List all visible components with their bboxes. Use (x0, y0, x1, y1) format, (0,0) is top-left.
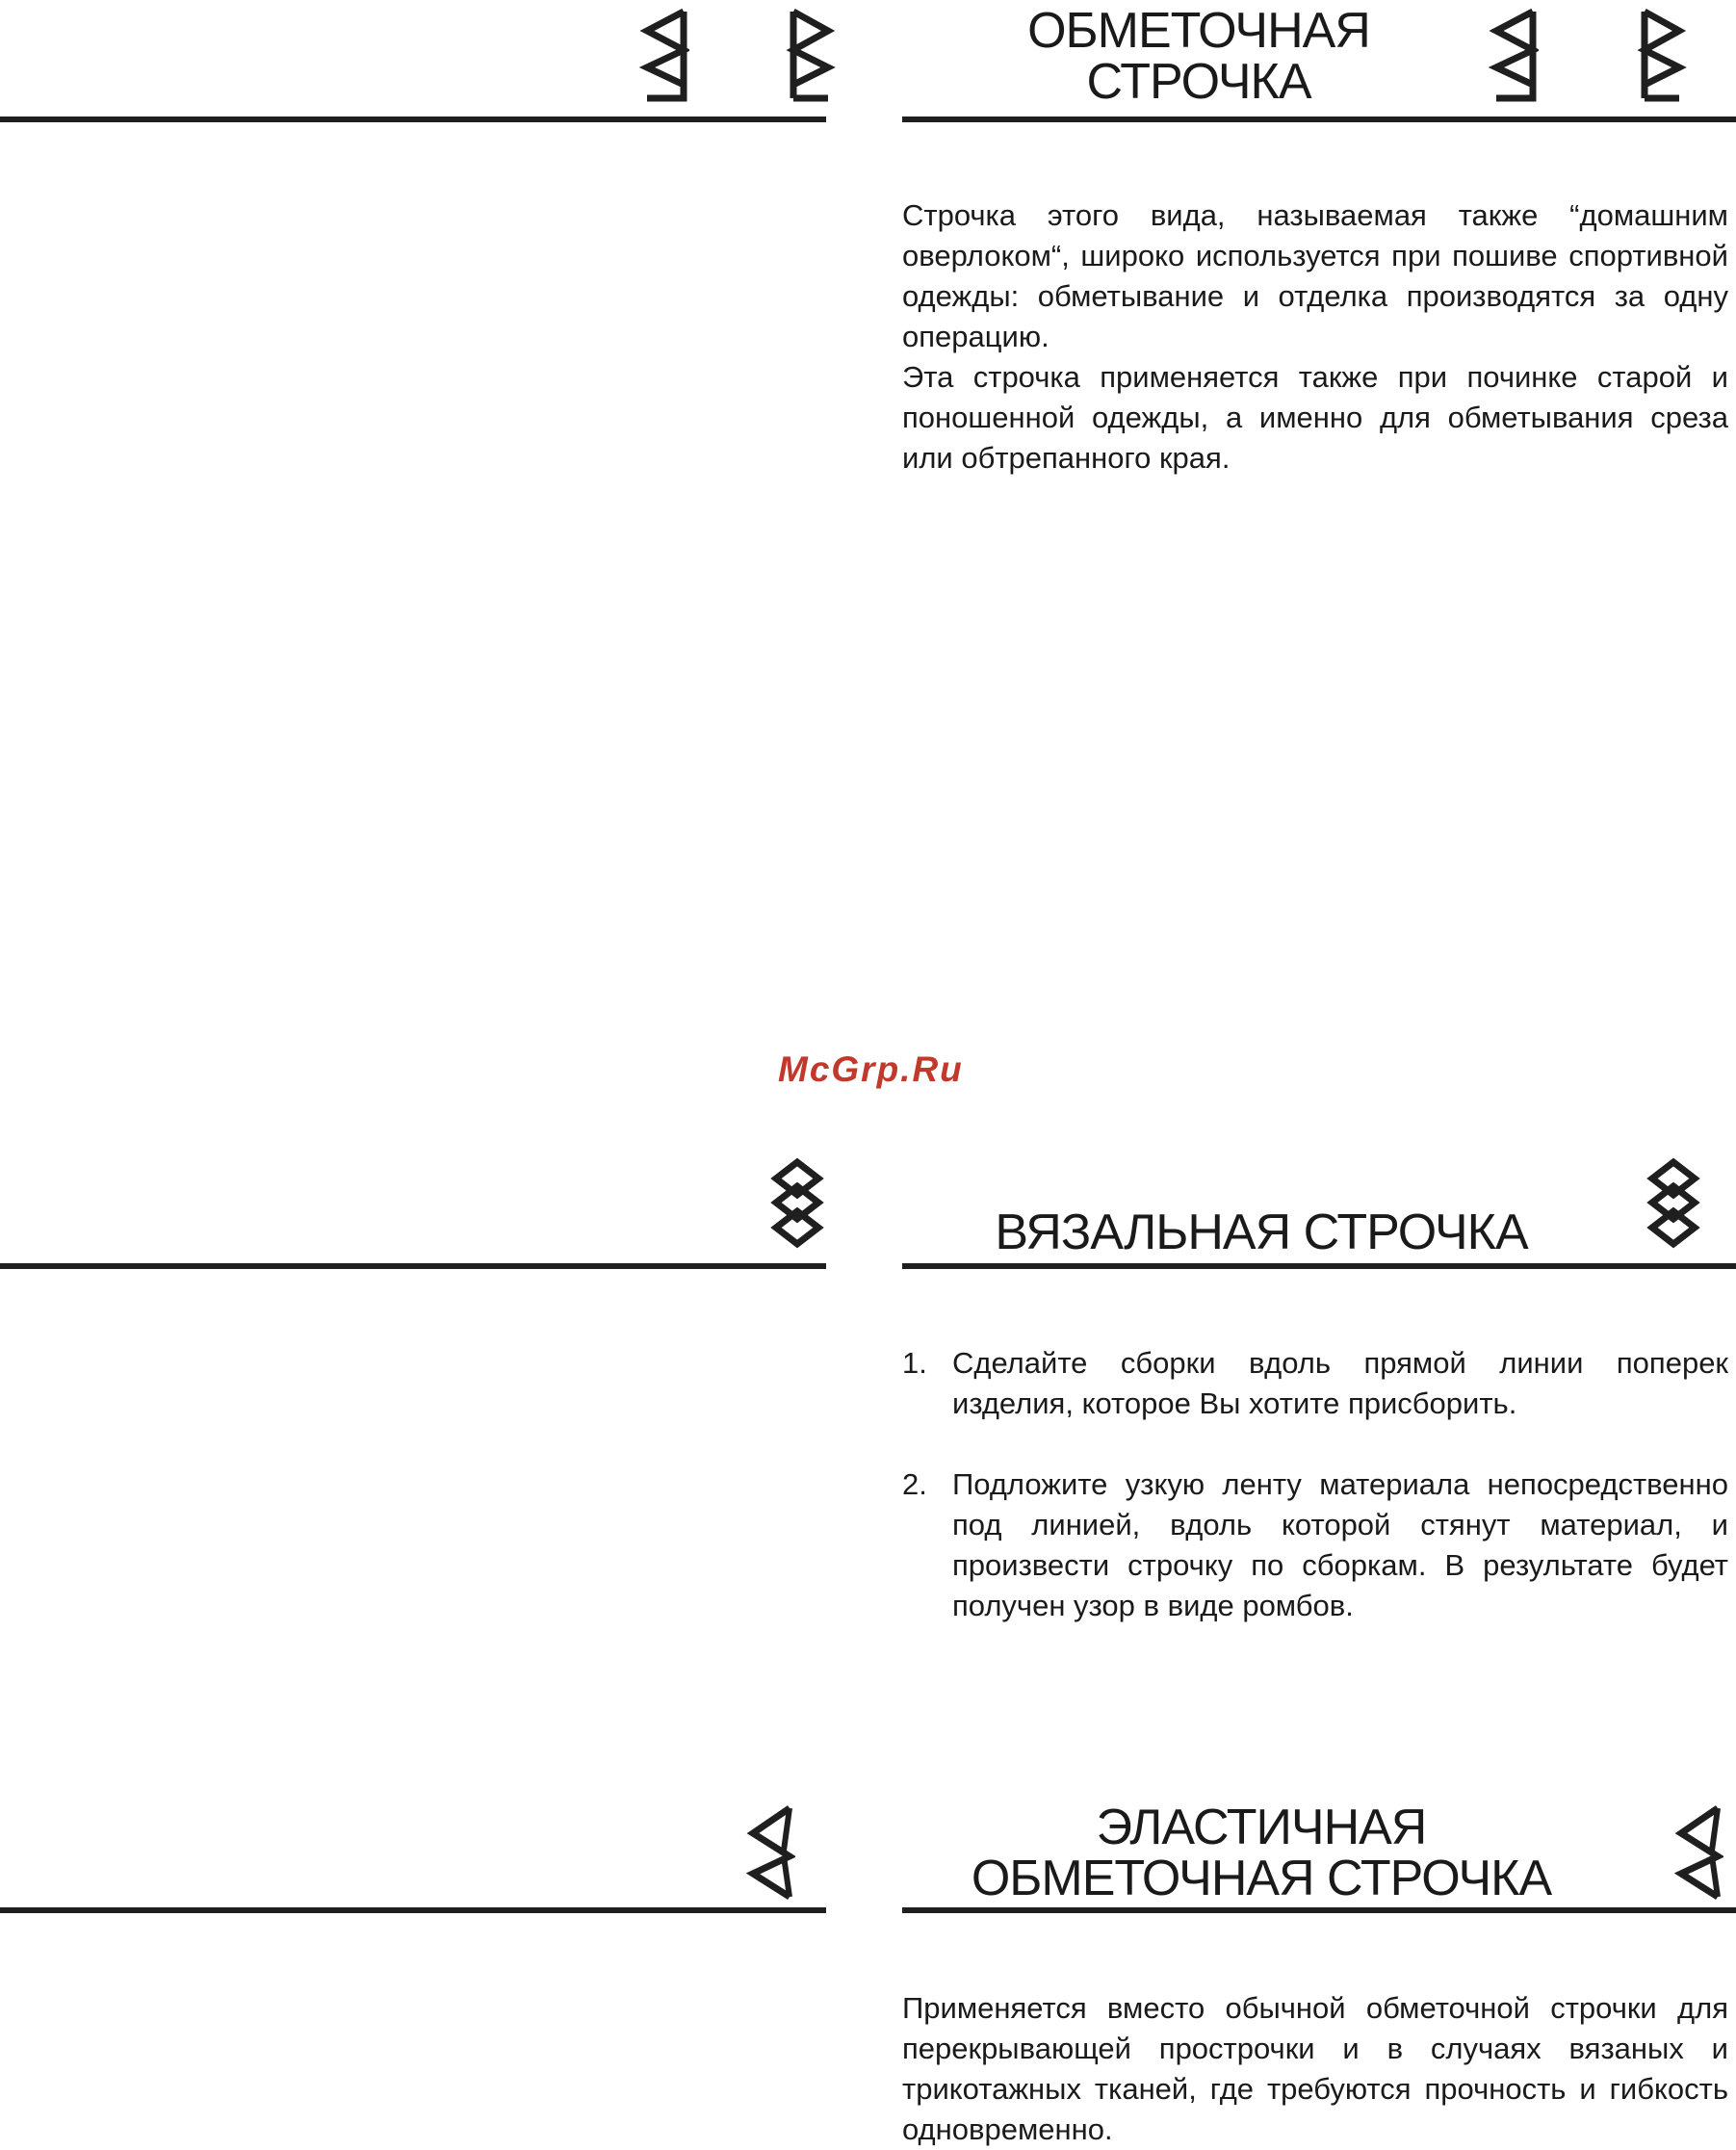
elastic-description (902, 1988, 1728, 2150)
title-line: ОБМЕТОЧНАЯ (1027, 3, 1370, 59)
section-divider-left (0, 117, 826, 122)
paragraph: Применяется вместо обычной обметочной строчки для перекрывающей прострочки и в случаях вязаных и трикотажных тканей, где требуются прочность и гибкость одновременно. (902, 1991, 1728, 2146)
diamond-knit-stitch-icon (1646, 1157, 1700, 1254)
elastic-overlock-stitch-icon (745, 1804, 795, 1901)
section-title-elastic (924, 1802, 1598, 1904)
overlock-stitch-right-icon (1637, 8, 1687, 102)
title-line: ЭЛАСТИЧНАЯ (1096, 1800, 1427, 1855)
title-line: ОБМЕТОЧНАЯ СТРОЧКА (971, 1851, 1552, 1906)
section-title-knit (963, 1207, 1560, 1258)
section-divider-right (902, 1263, 1736, 1269)
overlock-stitch-left-icon (1489, 8, 1539, 102)
overlock-stitch-left-icon (639, 8, 689, 102)
title-line: СТРОЧКА (1086, 54, 1311, 110)
elastic-overlock-stitch-icon (1673, 1804, 1723, 1901)
section-divider-left (0, 1263, 826, 1269)
list-item (902, 1464, 1728, 1626)
section-divider-right (902, 117, 1736, 122)
step-number: 2. (902, 1467, 927, 1501)
section-divider-right (902, 1907, 1736, 1913)
list-item (902, 1343, 1728, 1424)
section-divider-left (0, 1907, 826, 1913)
knit-instructions (902, 1343, 1728, 1667)
title-line: ВЯЗАЛЬНАЯ СТРОЧКА (995, 1205, 1528, 1260)
overlock-stitch-right-icon (786, 8, 836, 102)
diamond-knit-stitch-icon (770, 1157, 824, 1254)
step-text: Подложите узкую ленту материала непосредственно под линией, вдоль которой стянут материал, и произвести строчку по сборкам. В результате будет получен узор в виде ромбов. (952, 1467, 1728, 1622)
step-number: 1. (902, 1346, 927, 1380)
paragraph: Эта строчка применяется также при починке старой и поношенной одежды, а именно для обметывания среза или обтрепанного края. (902, 360, 1728, 475)
section-title-overlock (1011, 3, 1386, 110)
paragraph: Строчка этого вида, называемая также “домашним оверлоком“, широко используется при пошиве спортивной одежды: обметывание и отделка производятся за одну операцию. (902, 198, 1728, 353)
step-text: Сделайте сборки вдоль прямой линии поперек изделия, которое Вы хотите присборить. (952, 1346, 1728, 1420)
watermark: McGrp.Ru (778, 1049, 964, 1089)
overlock-description (902, 195, 1728, 479)
